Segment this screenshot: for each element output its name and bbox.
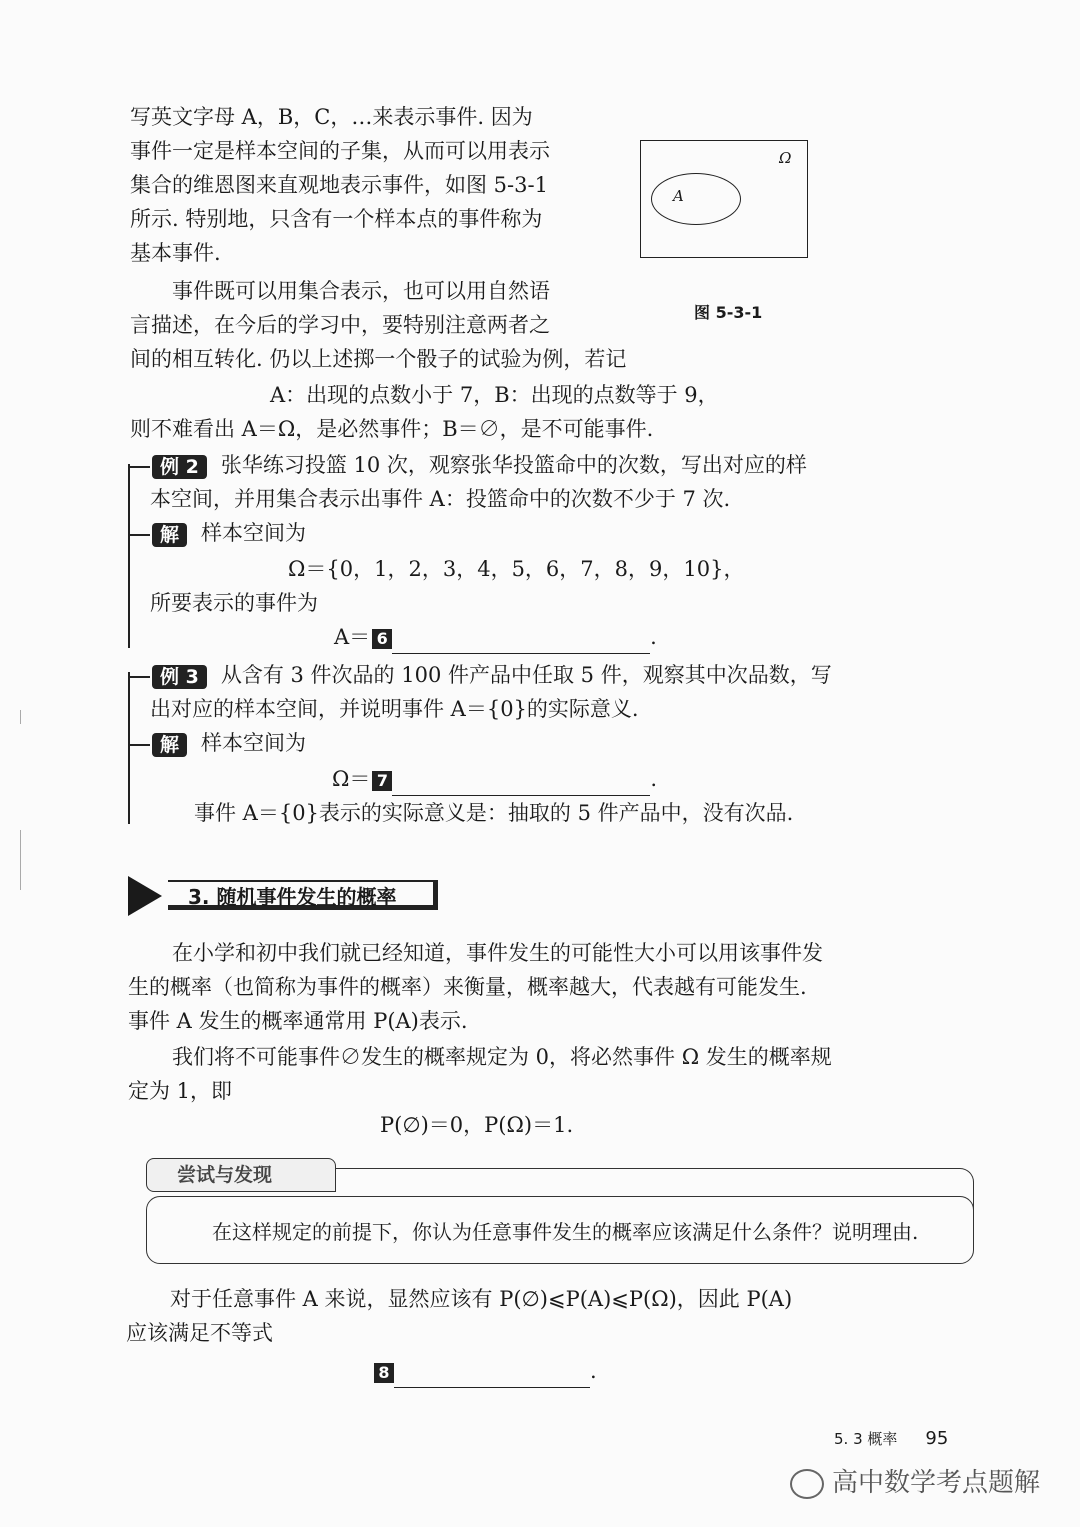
example2-tag: 例 2 (152, 455, 207, 479)
para2-events: A：出现的点数小于 7，B：出现的点数等于 9， (270, 383, 719, 407)
example3-tag: 例 3 (152, 665, 207, 689)
para3-line-3: 事件 A 发生的概率通常用 P(A)表示. (128, 1009, 468, 1033)
para4-line-1: 我们将不可能事件∅发生的概率规定为 0，将必然事件 Ω 发生的概率规 (172, 1045, 832, 1069)
event-a-label: A (673, 187, 684, 205)
intro-line-2: 事件一定是样本空间的子集，从而可以用表示 (130, 139, 550, 163)
blank-7-marker: 7 (372, 771, 392, 791)
example3-meaning: 事件 A＝{0}表示的实际意义是：抽取的 5 件产品中，没有次品. (194, 801, 794, 825)
para5-answer (372, 1354, 597, 1388)
example3-dash (128, 676, 150, 678)
example2-sol-dash (128, 534, 150, 536)
example3-sol-dash (128, 744, 150, 746)
intro-line-5: 基本事件. (130, 241, 221, 265)
watermark-text: 高中数学考点题解 (832, 1468, 1041, 1498)
para2-line-2: 言描述，在今后的学习中，要特别注意两者之 (130, 313, 550, 337)
example2-answer-prefix: A＝ (334, 625, 371, 649)
explore-box (146, 1158, 974, 1264)
para2-line-3: 间的相互转化. 仍以上述掷一个骰子的试验为例，若记 (130, 347, 627, 371)
page-number: 95 (925, 1428, 949, 1449)
example3-period: . (650, 767, 658, 791)
example2-solution (128, 516, 306, 550)
example3-heading (128, 658, 832, 692)
example2-period: . (650, 625, 657, 649)
example2-dash (128, 466, 150, 468)
example3-solution (128, 726, 306, 760)
example3-sol-tag: 解 (152, 733, 187, 757)
example2-event-line: 所要表示的事件为 (150, 591, 318, 615)
intro-line-4: 所示. 特别地，只含有一个样本点的事件称为 (130, 207, 543, 231)
para5-line-1: 对于任意事件 A 来说，显然应该有 P(∅)⩽P(A)⩽P(Ω)，因此 P(A) (170, 1287, 793, 1311)
para4-line-2: 定为 1，即 (128, 1079, 233, 1103)
example3-line-2: 出对应的样本空间，并说明事件 A＝{0}的实际意义. (150, 697, 639, 721)
example3-answer (332, 762, 657, 796)
page-footer (834, 1428, 948, 1449)
blank-8-marker: 8 (374, 1363, 394, 1383)
venn-diagram (640, 140, 808, 258)
wechat-icon (790, 1469, 824, 1499)
margin-tick (20, 710, 21, 724)
example3-answer-prefix: Ω＝ (332, 767, 371, 791)
example2-line-1: 张华练习投篮 10 次，观察张华投篮命中的次数，写出对应的样 (220, 453, 807, 477)
blank-6-marker: 6 (372, 629, 392, 649)
explore-tab: 尝试与发现 (146, 1158, 336, 1192)
figure-caption: 图 5-3-1 (694, 303, 763, 322)
para5-period: . (590, 1359, 597, 1383)
para2-line-1: 事件既可以用集合表示，也可以用自然语 (172, 279, 550, 303)
section-title: 3. 随机事件发生的概率 (168, 880, 438, 910)
event-a-ellipse (651, 173, 741, 225)
blank-7[interactable] (392, 773, 650, 796)
margin-tick (20, 830, 21, 890)
blank-6[interactable] (392, 631, 650, 654)
explore-topline (316, 1168, 974, 1216)
para2-conclusion: 则不难看出 A＝Ω，是必然事件；B＝∅，是不可能事件. (130, 417, 654, 441)
example2-answer (334, 620, 657, 654)
example2-sol-line: 样本空间为 (201, 521, 307, 545)
example3-sol-line: 样本空间为 (201, 731, 307, 755)
para3-line-1: 在小学和初中我们就已经知道，事件发生的可能性大小可以用该事件发 (172, 941, 823, 965)
blank-8[interactable] (394, 1365, 590, 1388)
explore-text: 在这样规定的前提下，你认为任意事件发生的概率应该满足什么条件？说明理由. (212, 1220, 919, 1244)
para5-line-2: 应该满足不等式 (126, 1321, 273, 1345)
example2-heading (128, 448, 807, 482)
example2-line-2: 本空间，并用集合表示出事件 A：投篮命中的次数不少于 7 次. (150, 487, 731, 511)
para3-line-2: 生的概率（也简称为事件的概率）来衡量，概率越大，代表越有可能发生. (128, 975, 807, 999)
example2-omega-set: Ω＝{0，1，2，3，4，5，6，7，8，9，10}， (288, 557, 745, 581)
section-arrow-icon (128, 876, 162, 916)
omega-label: Ω (779, 149, 792, 167)
footer-section: 5. 3 概率 (834, 1430, 898, 1448)
example2-bracket (128, 464, 130, 648)
intro-line-1: 写英文字母 A，B，C，…来表示事件. 因为 (130, 105, 533, 129)
example3-line-1: 从含有 3 件次品的 100 件产品中任取 5 件，观察其中次品数，写 (220, 663, 832, 687)
para4-formula: P(∅)＝0，P(Ω)＝1. (380, 1113, 574, 1137)
watermark (790, 1462, 1040, 1499)
intro-line-3: 集合的维恩图来直观地表示事件，如图 5-3-1 (130, 173, 548, 197)
example2-sol-tag: 解 (152, 523, 187, 547)
